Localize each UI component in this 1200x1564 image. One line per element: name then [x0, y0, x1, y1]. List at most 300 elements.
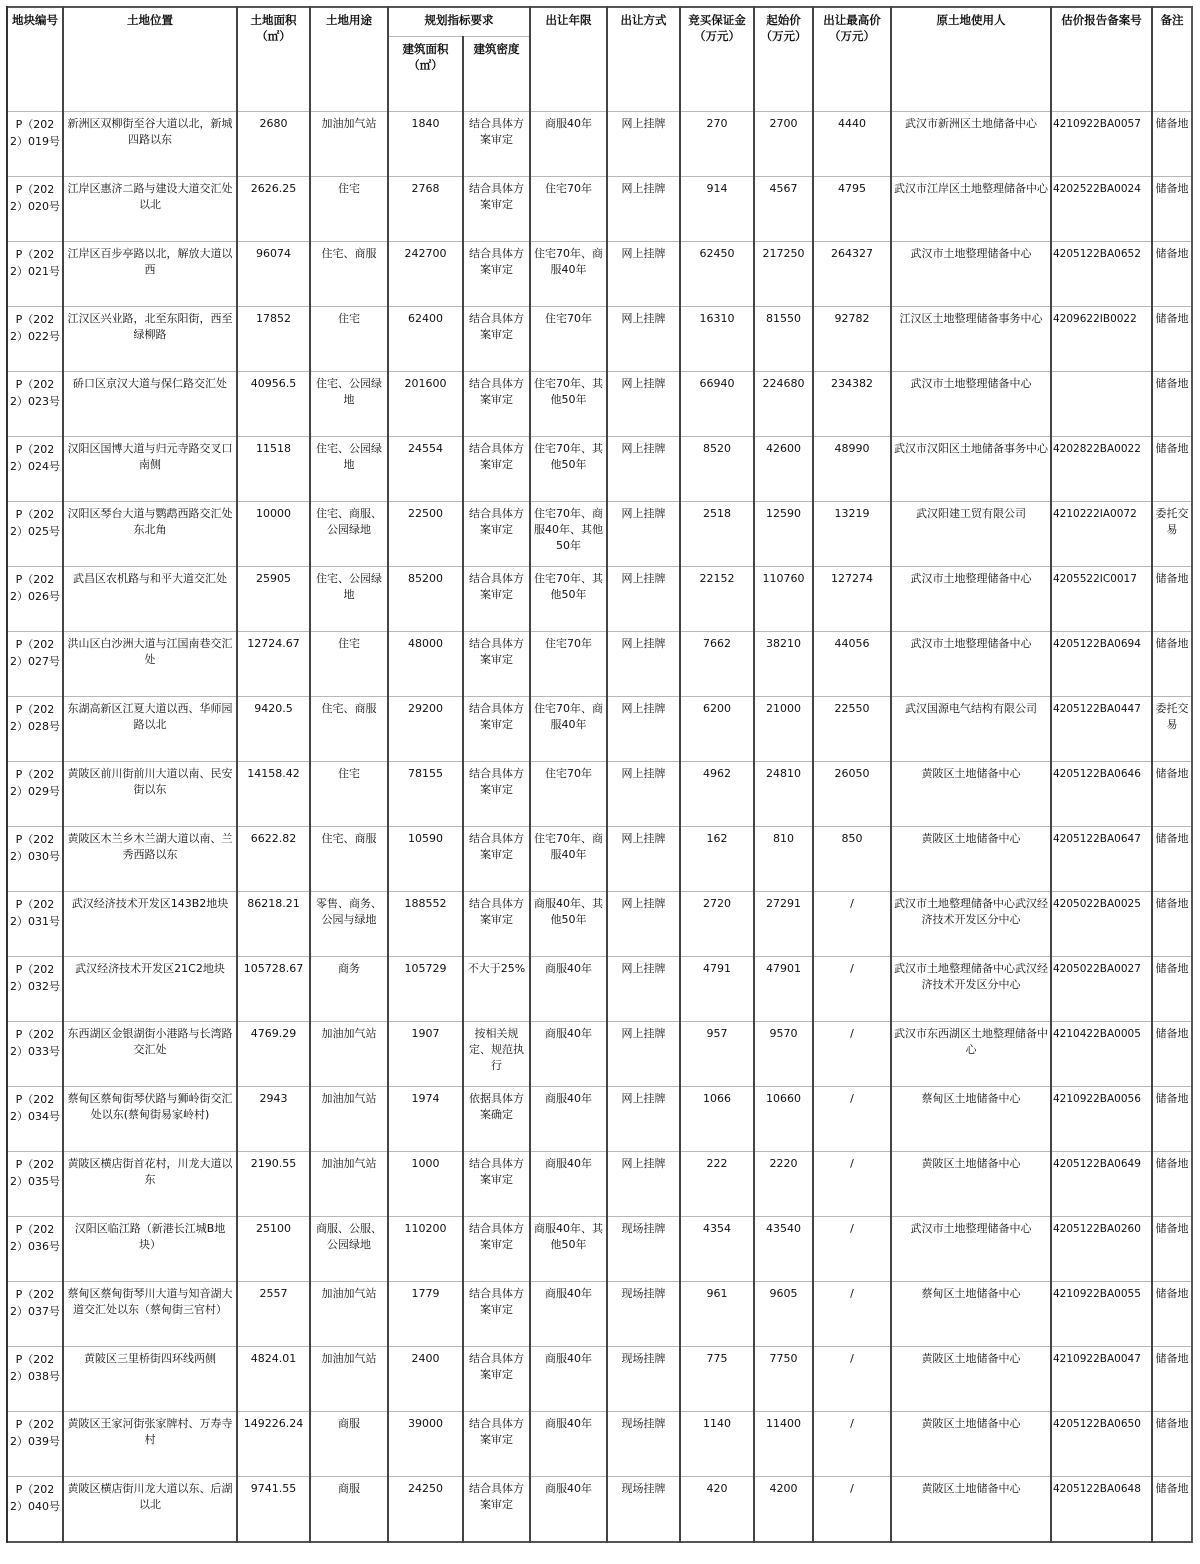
cell-term: 商服40年	[530, 1152, 607, 1217]
cell-max-price: 234382	[813, 372, 891, 437]
cell-method: 网上挂牌	[607, 892, 680, 957]
cell-term: 商服40年	[530, 112, 607, 177]
cell-method: 现场挂牌	[607, 1347, 680, 1412]
cell-usage: 加油加气站	[310, 1087, 388, 1152]
cell-building-area: 24554	[388, 437, 463, 502]
cell-method: 网上挂牌	[607, 1152, 680, 1217]
cell-location: 蔡甸区蔡甸街琴伏路与狮岭街交汇处以东(蔡甸街易家岭村)	[63, 1087, 237, 1152]
cell-term: 住宅70年	[530, 177, 607, 242]
cell-usage: 住宅	[310, 177, 388, 242]
cell-max-price: /	[813, 1152, 891, 1217]
cell-method: 网上挂牌	[607, 372, 680, 437]
cell-appraisal-no: 4210222IA0072	[1051, 502, 1152, 567]
cell-building-density: 结合具体方案审定	[463, 1347, 530, 1412]
cell-remark: 委托交易	[1152, 502, 1192, 567]
cell-area: 11518	[237, 437, 310, 502]
cell-appraisal-no: 4202522BA0024	[1051, 177, 1152, 242]
cell-usage: 住宅、商服	[310, 242, 388, 307]
cell-original-user: 武汉市新洲区土地储备中心	[891, 112, 1051, 177]
header-building-density: 建筑密度	[463, 37, 530, 112]
cell-max-price: /	[813, 1087, 891, 1152]
land-transfer-table	[6, 6, 1193, 1543]
cell-appraisal-no: 4205022BA0027	[1051, 957, 1152, 1022]
cell-appraisal-no: 4205122BA0647	[1051, 827, 1152, 892]
cell-method: 现场挂牌	[607, 1477, 680, 1542]
cell-deposit: 914	[680, 177, 754, 242]
cell-building-density: 结合具体方案审定	[463, 762, 530, 827]
cell-method: 网上挂牌	[607, 762, 680, 827]
cell-building-density: 结合具体方案审定	[463, 827, 530, 892]
cell-location: 黄陂区前川街前川大道以南、民安街以东	[63, 762, 237, 827]
cell-appraisal-no: 4210922BA0047	[1051, 1347, 1152, 1412]
cell-usage: 住宅、商服、公园绿地	[310, 502, 388, 567]
cell-term: 商服40年	[530, 957, 607, 1022]
cell-building-density: 结合具体方案审定	[463, 177, 530, 242]
cell-deposit: 2720	[680, 892, 754, 957]
cell-method: 网上挂牌	[607, 957, 680, 1022]
cell-building-density: 结合具体方案审定	[463, 502, 530, 567]
cell-term: 住宅70年、其他50年	[530, 372, 607, 437]
cell-method: 网上挂牌	[607, 1087, 680, 1152]
cell-max-price: 26050	[813, 762, 891, 827]
table-row	[7, 112, 1192, 177]
cell-parcel-no: P（2022）034号	[7, 1087, 63, 1152]
cell-appraisal-no: 4205122BA0650	[1051, 1412, 1152, 1477]
cell-building-density: 结合具体方案审定	[463, 697, 530, 762]
cell-term: 住宅70年	[530, 307, 607, 372]
cell-method: 网上挂牌	[607, 112, 680, 177]
cell-deposit: 4791	[680, 957, 754, 1022]
header-area: 土地面积（㎡）	[237, 7, 310, 112]
cell-start-price: 9570	[754, 1022, 813, 1087]
cell-parcel-no: P（2022）029号	[7, 762, 63, 827]
cell-method: 网上挂牌	[607, 242, 680, 307]
cell-area: 10000	[237, 502, 310, 567]
cell-original-user: 江汉区土地整理储备事务中心	[891, 307, 1051, 372]
cell-building-area: 105729	[388, 957, 463, 1022]
cell-area: 9741.55	[237, 1477, 310, 1542]
cell-start-price: 7750	[754, 1347, 813, 1412]
header-planning: 规划指标要求	[388, 7, 530, 37]
cell-parcel-no: P（2022）022号	[7, 307, 63, 372]
cell-max-price: 127274	[813, 567, 891, 632]
cell-term: 商服40年	[530, 1477, 607, 1542]
cell-appraisal-no: 4205122BA0260	[1051, 1217, 1152, 1282]
cell-original-user: 武汉市东西湖区土地整理储备中心	[891, 1022, 1051, 1087]
cell-deposit: 4962	[680, 762, 754, 827]
cell-building-area: 48000	[388, 632, 463, 697]
cell-original-user: 武汉市土地整理储备中心武汉经济技术开发区分中心	[891, 892, 1051, 957]
cell-location: 武汉经济技术开发区143B2地块	[63, 892, 237, 957]
cell-deposit: 270	[680, 112, 754, 177]
cell-deposit: 222	[680, 1152, 754, 1217]
table-header	[7, 7, 1192, 112]
cell-term: 商服40年、其他50年	[530, 892, 607, 957]
cell-appraisal-no: 4205522IC0017	[1051, 567, 1152, 632]
table-row	[7, 1477, 1192, 1542]
cell-term: 商服40年	[530, 1282, 607, 1347]
cell-building-area: 1840	[388, 112, 463, 177]
cell-location: 蔡甸区蔡甸街琴川大道与知音湖大道交汇处以东（蔡甸街三官村）	[63, 1282, 237, 1347]
cell-original-user: 武汉市土地整理储备中心武汉经济技术开发区分中心	[891, 957, 1051, 1022]
table-row	[7, 1022, 1192, 1087]
cell-building-density: 结合具体方案审定	[463, 892, 530, 957]
cell-deposit: 6200	[680, 697, 754, 762]
cell-location: 汉阳区琴台大道与鹦鹉西路交汇处东北角	[63, 502, 237, 567]
cell-deposit: 957	[680, 1022, 754, 1087]
cell-deposit: 4354	[680, 1217, 754, 1282]
table-row	[7, 697, 1192, 762]
cell-term: 住宅70年、商服40年	[530, 697, 607, 762]
cell-usage: 商务	[310, 957, 388, 1022]
cell-location: 东西湖区金银湖街小港路与长湾路交汇处	[63, 1022, 237, 1087]
cell-start-price: 810	[754, 827, 813, 892]
table-row	[7, 502, 1192, 567]
cell-deposit: 16310	[680, 307, 754, 372]
cell-term: 商服40年	[530, 1022, 607, 1087]
cell-building-area: 22500	[388, 502, 463, 567]
cell-method: 网上挂牌	[607, 697, 680, 762]
cell-usage: 住宅、公园绿地	[310, 372, 388, 437]
cell-term: 住宅70年	[530, 632, 607, 697]
cell-original-user: 武汉市汉阳区土地储备事务中心	[891, 437, 1051, 502]
table-row	[7, 827, 1192, 892]
header-usage: 土地用途	[310, 7, 388, 112]
table-row	[7, 1087, 1192, 1152]
cell-deposit: 961	[680, 1282, 754, 1347]
cell-method: 网上挂牌	[607, 632, 680, 697]
cell-usage: 住宅、公园绿地	[310, 567, 388, 632]
cell-usage: 加油加气站	[310, 1282, 388, 1347]
cell-building-area: 1907	[388, 1022, 463, 1087]
cell-location: 黄陂区三里桥街四环线两侧	[63, 1347, 237, 1412]
cell-start-price: 12590	[754, 502, 813, 567]
cell-method: 网上挂牌	[607, 827, 680, 892]
cell-max-price: 850	[813, 827, 891, 892]
cell-original-user: 黄陂区土地储备中心	[891, 1347, 1051, 1412]
cell-remark: 储备地	[1152, 1412, 1192, 1477]
cell-building-density: 结合具体方案审定	[463, 437, 530, 502]
cell-remark: 储备地	[1152, 372, 1192, 437]
cell-remark: 储备地	[1152, 892, 1192, 957]
cell-building-density: 结合具体方案审定	[463, 567, 530, 632]
cell-building-area: 39000	[388, 1412, 463, 1477]
cell-deposit: 7662	[680, 632, 754, 697]
cell-original-user: 武汉市土地整理储备中心	[891, 242, 1051, 307]
cell-area: 2626.25	[237, 177, 310, 242]
cell-original-user: 蔡甸区土地储备中心	[891, 1087, 1051, 1152]
table-row	[7, 437, 1192, 502]
cell-original-user: 蔡甸区土地储备中心	[891, 1282, 1051, 1347]
cell-start-price: 4200	[754, 1477, 813, 1542]
cell-max-price: /	[813, 1347, 891, 1412]
cell-building-area: 2768	[388, 177, 463, 242]
cell-usage: 加油加气站	[310, 1347, 388, 1412]
cell-method: 网上挂牌	[607, 567, 680, 632]
cell-original-user: 黄陂区土地储备中心	[891, 1477, 1051, 1542]
cell-start-price: 43540	[754, 1217, 813, 1282]
cell-start-price: 47901	[754, 957, 813, 1022]
cell-start-price: 4567	[754, 177, 813, 242]
cell-term: 住宅70年、商服40年、其他50年	[530, 502, 607, 567]
cell-building-area: 242700	[388, 242, 463, 307]
cell-area: 149226.24	[237, 1412, 310, 1477]
cell-usage: 住宅	[310, 762, 388, 827]
cell-area: 12724.67	[237, 632, 310, 697]
cell-max-price: 44056	[813, 632, 891, 697]
cell-term: 住宅70年、其他50年	[530, 437, 607, 502]
cell-location: 汉阳区临江路（新港长江城B地块）	[63, 1217, 237, 1282]
cell-deposit: 420	[680, 1477, 754, 1542]
cell-parcel-no: P（2022）039号	[7, 1412, 63, 1477]
cell-area: 2680	[237, 112, 310, 177]
cell-appraisal-no: 4209622IB0022	[1051, 307, 1152, 372]
cell-building-area: 2400	[388, 1347, 463, 1412]
cell-area: 86218.21	[237, 892, 310, 957]
cell-building-density: 结合具体方案审定	[463, 307, 530, 372]
cell-max-price: 22550	[813, 697, 891, 762]
cell-deposit: 62450	[680, 242, 754, 307]
cell-location: 武昌区农机路与和平大道交汇处	[63, 567, 237, 632]
cell-usage: 住宅、商服	[310, 697, 388, 762]
cell-building-area: 29200	[388, 697, 463, 762]
cell-method: 网上挂牌	[607, 1022, 680, 1087]
cell-building-density: 结合具体方案审定	[463, 1282, 530, 1347]
table-row	[7, 892, 1192, 957]
cell-usage: 住宅	[310, 632, 388, 697]
cell-location: 新洲区双柳街至谷大道以北，新城四路以东	[63, 112, 237, 177]
cell-building-density: 不大于25%	[463, 957, 530, 1022]
cell-original-user: 武汉阳建工贸有限公司	[891, 502, 1051, 567]
cell-remark: 储备地	[1152, 1282, 1192, 1347]
cell-start-price: 27291	[754, 892, 813, 957]
cell-remark: 储备地	[1152, 177, 1192, 242]
cell-start-price: 11400	[754, 1412, 813, 1477]
cell-max-price: 4795	[813, 177, 891, 242]
cell-original-user: 黄陂区土地储备中心	[891, 1412, 1051, 1477]
cell-location: 汉阳区国博大道与归元寺路交叉口南侧	[63, 437, 237, 502]
cell-building-area: 62400	[388, 307, 463, 372]
cell-appraisal-no: 4205122BA0694	[1051, 632, 1152, 697]
cell-parcel-no: P（2022）031号	[7, 892, 63, 957]
cell-remark: 储备地	[1152, 567, 1192, 632]
table-row	[7, 307, 1192, 372]
cell-building-density: 结合具体方案审定	[463, 1412, 530, 1477]
cell-original-user: 武汉市土地整理储备中心	[891, 372, 1051, 437]
cell-term: 商服40年、其他50年	[530, 1217, 607, 1282]
cell-parcel-no: P（2022）033号	[7, 1022, 63, 1087]
table-row	[7, 762, 1192, 827]
cell-deposit: 1066	[680, 1087, 754, 1152]
cell-remark: 储备地	[1152, 1217, 1192, 1282]
cell-deposit: 2518	[680, 502, 754, 567]
cell-max-price: /	[813, 1412, 891, 1477]
cell-start-price: 9605	[754, 1282, 813, 1347]
cell-location: 黄陂区木兰乡木兰湖大道以南、兰秀西路以东	[63, 827, 237, 892]
cell-usage: 加油加气站	[310, 1022, 388, 1087]
cell-location: 硚口区京汉大道与保仁路交汇处	[63, 372, 237, 437]
land-transfer-table-container	[6, 6, 1193, 1543]
cell-building-density: 结合具体方案审定	[463, 112, 530, 177]
cell-remark: 储备地	[1152, 307, 1192, 372]
cell-usage: 住宅、商服	[310, 827, 388, 892]
cell-building-area: 24250	[388, 1477, 463, 1542]
cell-parcel-no: P（2022）037号	[7, 1282, 63, 1347]
cell-area: 2557	[237, 1282, 310, 1347]
cell-term: 商服40年	[530, 1412, 607, 1477]
cell-area: 9420.5	[237, 697, 310, 762]
cell-appraisal-no: 4205122BA0447	[1051, 697, 1152, 762]
cell-method: 网上挂牌	[607, 502, 680, 567]
header-location: 土地位置	[63, 7, 237, 112]
cell-start-price: 2220	[754, 1152, 813, 1217]
cell-parcel-no: P（2022）035号	[7, 1152, 63, 1217]
header-max-price: 出让最高价（万元）	[813, 7, 891, 112]
cell-original-user: 黄陂区土地储备中心	[891, 827, 1051, 892]
cell-method: 现场挂牌	[607, 1217, 680, 1282]
cell-parcel-no: P（2022）030号	[7, 827, 63, 892]
cell-max-price: 13219	[813, 502, 891, 567]
cell-appraisal-no: 4210922BA0055	[1051, 1282, 1152, 1347]
cell-max-price: /	[813, 1022, 891, 1087]
table-row	[7, 957, 1192, 1022]
table-row	[7, 372, 1192, 437]
cell-location: 武汉经济技术开发区21C2地块	[63, 957, 237, 1022]
cell-max-price: 48990	[813, 437, 891, 502]
cell-building-density: 结合具体方案审定	[463, 1217, 530, 1282]
cell-remark: 储备地	[1152, 632, 1192, 697]
cell-start-price: 21000	[754, 697, 813, 762]
cell-parcel-no: P（2022）028号	[7, 697, 63, 762]
cell-term: 住宅70年、其他50年	[530, 567, 607, 632]
cell-remark: 储备地	[1152, 762, 1192, 827]
cell-usage: 商服	[310, 1477, 388, 1542]
cell-parcel-no: P（2022）036号	[7, 1217, 63, 1282]
cell-parcel-no: P（2022）019号	[7, 112, 63, 177]
cell-remark: 储备地	[1152, 1022, 1192, 1087]
cell-term: 住宅70年、商服40年	[530, 827, 607, 892]
cell-term: 商服40年	[530, 1347, 607, 1412]
cell-building-density: 结合具体方案审定	[463, 632, 530, 697]
cell-area: 2190.55	[237, 1152, 310, 1217]
cell-location: 黄陂区横店街首花村，川龙大道以东	[63, 1152, 237, 1217]
cell-max-price: 4440	[813, 112, 891, 177]
cell-parcel-no: P（2022）021号	[7, 242, 63, 307]
cell-area: 17852	[237, 307, 310, 372]
cell-building-density: 按相关规定、规范执行	[463, 1022, 530, 1087]
cell-remark: 委托交易	[1152, 697, 1192, 762]
cell-area: 25100	[237, 1217, 310, 1282]
cell-term: 住宅70年	[530, 762, 607, 827]
cell-original-user: 武汉国源电气结构有限公司	[891, 697, 1051, 762]
cell-building-area: 201600	[388, 372, 463, 437]
cell-remark: 储备地	[1152, 1087, 1192, 1152]
header-remark: 备注	[1152, 7, 1192, 112]
cell-parcel-no: P（2022）040号	[7, 1477, 63, 1542]
cell-remark: 储备地	[1152, 1152, 1192, 1217]
cell-remark: 储备地	[1152, 437, 1192, 502]
cell-remark: 储备地	[1152, 112, 1192, 177]
cell-deposit: 8520	[680, 437, 754, 502]
cell-usage: 商服、公服、公园绿地	[310, 1217, 388, 1282]
cell-appraisal-no: 4205122BA0648	[1051, 1477, 1152, 1542]
header-deposit: 竞买保证金（万元）	[680, 7, 754, 112]
cell-appraisal-no	[1051, 372, 1152, 437]
header-parcel-no: 地块编号	[7, 7, 63, 112]
cell-location: 黄陂区横店街川龙大道以东、后湖以北	[63, 1477, 237, 1542]
cell-deposit: 775	[680, 1347, 754, 1412]
cell-parcel-no: P（2022）024号	[7, 437, 63, 502]
cell-appraisal-no: 4205122BA0652	[1051, 242, 1152, 307]
cell-area: 6622.82	[237, 827, 310, 892]
cell-parcel-no: P（2022）025号	[7, 502, 63, 567]
cell-area: 4824.01	[237, 1347, 310, 1412]
cell-start-price: 42600	[754, 437, 813, 502]
cell-max-price: /	[813, 1217, 891, 1282]
header-original-user: 原土地使用人	[891, 7, 1051, 112]
cell-parcel-no: P（2022）038号	[7, 1347, 63, 1412]
cell-appraisal-no: 4210922BA0056	[1051, 1087, 1152, 1152]
cell-method: 网上挂牌	[607, 437, 680, 502]
cell-usage: 住宅	[310, 307, 388, 372]
table-row	[7, 567, 1192, 632]
cell-method: 网上挂牌	[607, 307, 680, 372]
cell-appraisal-no: 4210922BA0057	[1051, 112, 1152, 177]
cell-deposit: 22152	[680, 567, 754, 632]
cell-area: 105728.67	[237, 957, 310, 1022]
cell-appraisal-no: 4205022BA0025	[1051, 892, 1152, 957]
header-start-price: 起始价（万元）	[754, 7, 813, 112]
cell-building-area: 1000	[388, 1152, 463, 1217]
cell-term: 住宅70年、商服40年	[530, 242, 607, 307]
cell-building-area: 85200	[388, 567, 463, 632]
cell-original-user: 武汉市土地整理储备中心	[891, 632, 1051, 697]
cell-appraisal-no: 4210422BA0005	[1051, 1022, 1152, 1087]
cell-building-density: 结合具体方案审定	[463, 1477, 530, 1542]
cell-start-price: 10660	[754, 1087, 813, 1152]
cell-max-price: /	[813, 1282, 891, 1347]
header-method: 出让方式	[607, 7, 680, 112]
cell-start-price: 224680	[754, 372, 813, 437]
cell-method: 网上挂牌	[607, 177, 680, 242]
cell-start-price: 217250	[754, 242, 813, 307]
cell-original-user: 武汉市土地整理储备中心	[891, 1217, 1051, 1282]
cell-building-area: 1779	[388, 1282, 463, 1347]
cell-building-area: 188552	[388, 892, 463, 957]
cell-max-price: 264327	[813, 242, 891, 307]
table-row	[7, 632, 1192, 697]
cell-original-user: 武汉市土地整理储备中心	[891, 567, 1051, 632]
cell-remark: 储备地	[1152, 1477, 1192, 1542]
cell-parcel-no: P（2022）020号	[7, 177, 63, 242]
table-row	[7, 1412, 1192, 1477]
cell-building-area: 10590	[388, 827, 463, 892]
cell-term: 商服40年	[530, 1087, 607, 1152]
cell-deposit: 66940	[680, 372, 754, 437]
cell-max-price: /	[813, 892, 891, 957]
header-appraisal-no: 估价报告备案号	[1051, 7, 1152, 112]
table-row	[7, 1347, 1192, 1412]
cell-usage: 商服	[310, 1412, 388, 1477]
cell-original-user: 黄陂区土地储备中心	[891, 762, 1051, 827]
cell-appraisal-no: 4205122BA0646	[1051, 762, 1152, 827]
cell-location: 江岸区惠济二路与建设大道交汇处以北	[63, 177, 237, 242]
header-term: 出让年限	[530, 7, 607, 112]
cell-original-user: 黄陂区土地储备中心	[891, 1152, 1051, 1217]
cell-location: 洪山区白沙洲大道与江国南巷交汇处	[63, 632, 237, 697]
cell-method: 现场挂牌	[607, 1282, 680, 1347]
cell-area: 2943	[237, 1087, 310, 1152]
